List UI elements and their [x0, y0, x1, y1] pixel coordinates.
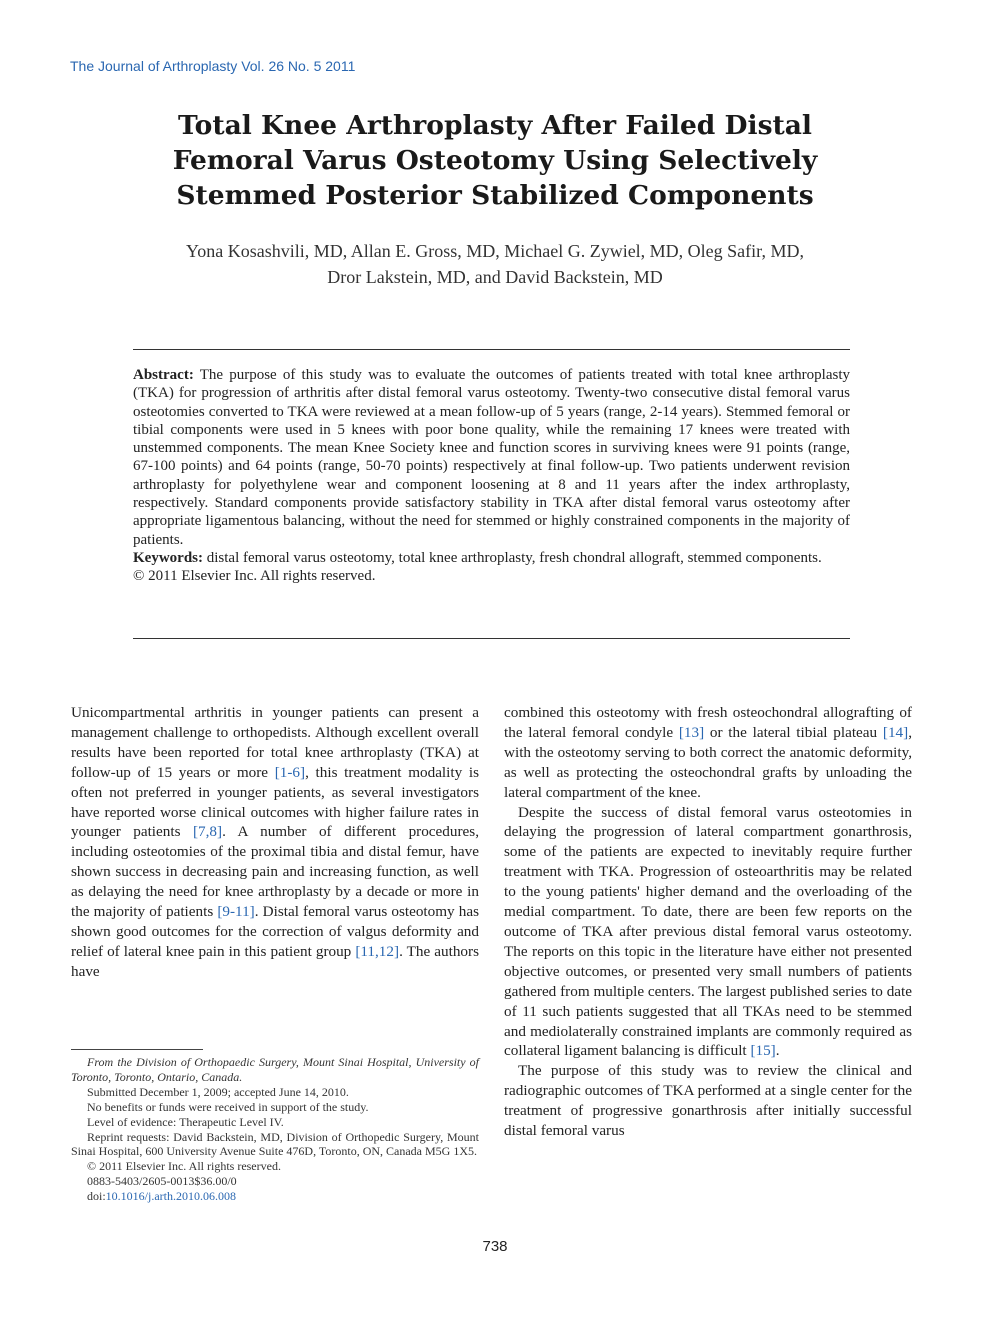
footnote-reprint: Reprint requests: David Backstein, MD, Division of Orthopedic Surgery, Mount Sinai Hospital, 600 University Avenue Suite 476D, Toronto, ON, Canada M5G 1X5. — [71, 1129, 479, 1159]
body-column-left — [71, 703, 479, 982]
body-paragraph — [504, 1061, 912, 1141]
author-line: Dror Lakstein, MD, and David Backstein, MD — [327, 267, 663, 287]
body-paragraph — [504, 703, 912, 803]
author-line: Yona Kosashvili, MD, Allan E. Gross, MD, Michael G. Zywiel, MD, Oleg Safir, MD, — [186, 241, 804, 261]
footnote-copyright: © 2011 Elsevier Inc. All rights reserved. — [87, 1159, 281, 1174]
body-text: . The authors have — [71, 942, 479, 980]
abstract-text: The purpose of this study was to evaluate the outcomes of patients treated with total knee arthroplasty (TKA) for progression of arthritis after distal femoral varus osteotomy. Twenty-two consecutive distal femoral varus osteotomies converted to TKA were reviewed at a mean follow-up of 5 years (range, 2-14 years). Stemmed femoral or tibial components were used in 5 knees with poor bone quality, while the remaining 17 knees were treated with unstemmed components. The mean Knee Society knee and function scores in surviving knees were 91 points (range, 67-100 points) and 64 points (range, 50-70 points) respectively at final follow-up. Two patients underwent revision arthroplasty for polyethylene wear and component loosening at 8 and 11 years after the index arthroplasty, respectively. Standard components provide satisfactory stability in TKA after distal femoral varus osteotomy after appropriate ligamentous balancing, without the need for stemmed or highly constrained components in the majority of patients. — [133, 367, 850, 548]
body-text: . Distal femoral varus osteotomy has shown good outcomes for the correction of valgus deformity and relief of lateral knee pain in this patient group — [71, 903, 479, 960]
keywords-text: distal femoral varus osteotomy, total knee arthroplasty, fresh chondral allograft, stemmed components. — [203, 549, 822, 566]
title-line: Femoral Varus Osteotomy Using Selectively — [172, 145, 818, 176]
citation-link[interactable]: [11,12] — [355, 942, 400, 960]
keywords-paragraph — [133, 549, 850, 567]
footnotes-block — [71, 1055, 479, 1204]
footnote-affiliation: From the Division of Orthopaedic Surgery, Mount Sinai Hospital, University of Toronto, Toronto, Ontario, Canada. — [71, 1055, 479, 1084]
abstract-paragraph — [133, 366, 850, 549]
article-title — [110, 108, 880, 213]
body-text: . — [775, 1042, 780, 1060]
body-text: Despite the success of distal femoral varus osteotomies in delaying the progression of lateral compartment gonarthrosis, some of the patients are expected to inevitably require further treatment with TKA. Progression of osteoarthritis may be related to the young patients' higher demand and the overloading of the medial compartment. To date, there are been few reports on the outcome of TKA after previous distal femoral varus osteotomy. The reports on this topic in the literature have either not presented objective outcomes, or presented very small numbers of patients gathered from multiple centers. The largest published series to date of 11 such patients suggested that all TKAs need to be stemmed and mediolaterally constrained implants are commonly required as collateral ligament balancing is difficult — [504, 803, 912, 1060]
title-line: Total Knee Arthroplasty After Failed Distal — [177, 110, 813, 141]
abstract-copyright: © 2011 Elsevier Inc. All rights reserved. — [133, 568, 376, 585]
footnote-submitted: Submitted December 1, 2009; accepted June 14, 2010. — [87, 1084, 349, 1099]
footnote-rule — [71, 1049, 203, 1050]
citation-link[interactable]: [7,8] — [192, 823, 223, 841]
citation-link[interactable]: [13] — [678, 723, 705, 741]
body-text: or the lateral tibial plateau — [704, 723, 883, 741]
citation-link[interactable]: [1-6] — [274, 763, 306, 781]
footnote-funding: No benefits or funds were received in support of the study. — [87, 1099, 369, 1114]
citation-link[interactable]: [15] — [750, 1042, 776, 1060]
author-list — [100, 238, 890, 290]
body-paragraph — [504, 803, 912, 1062]
doi-label: doi: — [87, 1189, 106, 1204]
journal-header: The Journal of Arthroplasty Vol. 26 No. 5 2011 — [70, 58, 356, 74]
footnote-evidence: Level of evidence: Therapeutic Level IV. — [87, 1114, 284, 1129]
title-line: Stemmed Posterior Stabilized Components — [176, 180, 814, 211]
doi-link[interactable]: 10.1016/j.arth.2010.06.008 — [105, 1189, 236, 1204]
body-text: Unicompartmental arthritis in younger patients can present a management challenge to orthopedists. Although excellent overall results have been reported for total knee arthroplasty (TKA) at follow-up of 15 years or more — [71, 704, 479, 781]
abstract-label: Abstract: — [133, 367, 194, 383]
body-text: The purpose of this study was to review the clinical and radiographic outcomes of TKA performed at a single center for the treatment of progressive gonarthrosis after initially successful distal femoral varus — [504, 1062, 912, 1140]
abstract-bottom-rule — [133, 638, 850, 639]
body-text: , this treatment modality is often not preferred in younger patients, as several investigators have reported worse clinical outcomes with higher failure rates in younger patients — [71, 763, 479, 841]
body-text: combined this osteotomy with fresh osteochondral allografting of the lateral femoral condyle — [504, 704, 912, 741]
abstract-top-rule — [133, 349, 850, 350]
body-text: , with the osteotomy serving to both correct the anatomic deformity, as well as protecting the osteochondral grafts by unloading the lateral compartment of the knee. — [504, 723, 912, 801]
citation-link[interactable]: [14] — [882, 723, 909, 741]
page-number: 738 — [482, 1238, 508, 1255]
keywords-label: Keywords: — [133, 549, 203, 566]
footnote-doi — [71, 1189, 479, 1204]
citation-link[interactable]: [9-11] — [217, 903, 255, 921]
body-paragraph — [71, 703, 479, 982]
footnote-issn: 0883-5403/2605-0013$36.00/0 — [87, 1174, 237, 1189]
body-text: . A number of different procedures, including osteotomies of the proximal tibia and distal femur, have shown success in decreasing pain and increasing function, as well as delaying the need for knee arthroplasty by a decade or more in the majority of patients — [71, 823, 479, 921]
body-column-right — [504, 703, 912, 1141]
abstract-block — [133, 366, 850, 586]
